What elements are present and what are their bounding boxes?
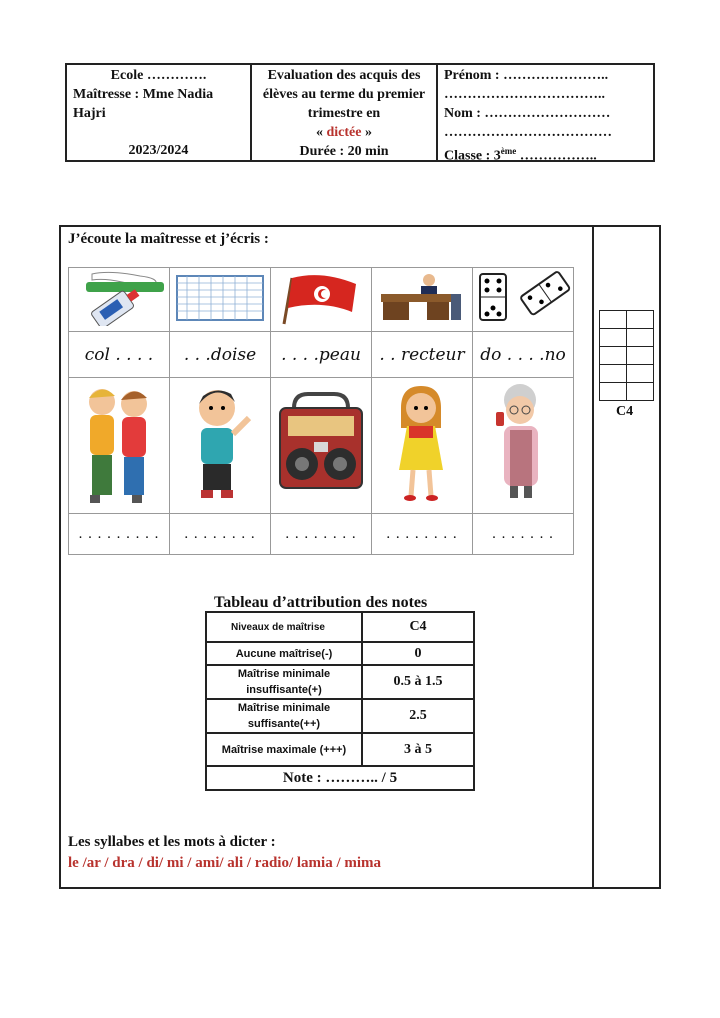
word-3: . . . .peau [271,332,372,378]
notes-row-value: 0.5 à 1.5 [362,665,474,699]
blank-4[interactable]: . . . . . . . . [372,514,473,555]
evaluation-subject-line: « dictée » [316,125,372,140]
note-total[interactable]: Note : ……….. / 5 [206,766,474,790]
evaluation-subject: dictée [326,125,362,140]
notes-row-value: 0 [362,642,474,665]
teacher-name: Maîtresse : Mme Nadia Hajri [73,87,214,121]
two-boys-icon [69,378,170,514]
grandma-phone-icon [473,378,574,514]
dictation-title: Les syllabes et les mots à dicter : [68,834,276,850]
director-desk-icon [372,268,473,332]
dictation-list: le /ar / dra / di/ mi / ami/ ali / radio/ lamia / mima [68,855,382,871]
exercise-box [59,225,661,889]
word-4: . . recteur [372,332,473,378]
school-year: 2023/2024 [128,143,189,158]
duration: Durée : 20 min [299,144,389,159]
notes-row-level: Maîtrise minimale suffisante(++) [206,699,362,733]
score-grid [599,310,654,401]
notes-row-level: Aucune maîtrise(-) [206,642,362,665]
school-name: Ecole …………. [110,68,207,83]
girl-icon [372,378,473,514]
school-cell [67,65,252,160]
last-name-field[interactable]: Nom : ……………………… [444,106,611,121]
instruction: J’écoute la maîtresse et j’écris : [68,231,269,247]
blank-5[interactable]: . . . . . . . [473,514,574,555]
tunisia-flag-icon [271,268,372,332]
boy-waving-icon [170,378,271,514]
class-field[interactable]: Classe : 3ème …………….. [444,146,597,164]
header-table [65,63,655,162]
domino-icon [473,268,574,332]
blank-2[interactable]: . . . . . . . . [170,514,271,555]
notebook-grid-icon [170,268,271,332]
notes-table [205,611,475,791]
notes-row-value: 3 à 5 [362,733,474,766]
glue-bottle-icon [69,268,170,332]
word-1: col . . . . [69,332,170,378]
score-divider [592,227,594,887]
notes-header-level: Niveaux de maîtrise [206,612,362,642]
radio-icon [271,378,372,514]
last-name-continuation: ……………………………… [444,125,612,140]
dictation-section [68,832,381,874]
evaluation-title: Evaluation des acquis des élèves au terme du premier trimestre en [262,68,426,121]
criterion-label: C4 [616,404,634,419]
notes-row-value: 2.5 [362,699,474,733]
first-name-continuation: …………………………….. [444,87,605,102]
notes-row-level: Maîtrise maximale (+++) [206,733,362,766]
blank-1[interactable]: . . . . . . . . . [69,514,170,555]
student-cell [438,65,653,164]
word-5: do . . . .no [473,332,574,378]
notes-header-c4: C4 [362,612,474,642]
dictation-grid [68,267,574,555]
first-name-field[interactable]: Prénom : ………………….. [444,68,609,83]
notes-row-level: Maîtrise minimale insuffisante(+) [206,665,362,699]
evaluation-cell [252,65,438,160]
notes-table-title: Tableau d’attribution des notes [214,594,428,611]
word-2: . . .doise [170,332,271,378]
blank-3[interactable]: . . . . . . . . [271,514,372,555]
